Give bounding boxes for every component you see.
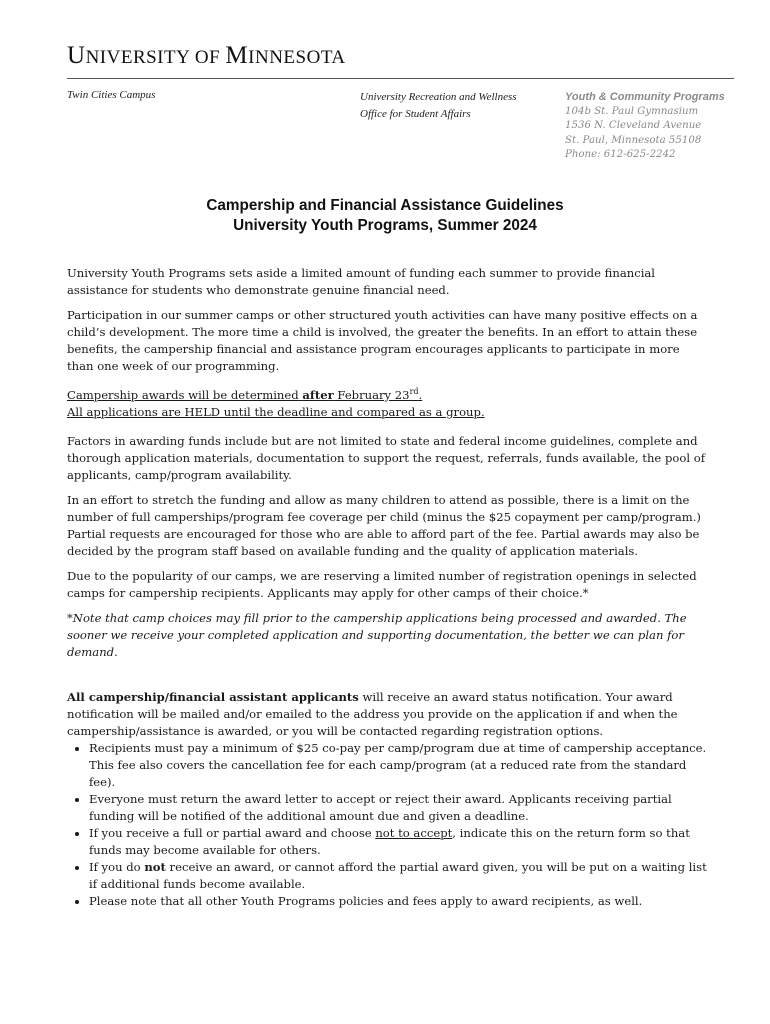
paragraph: Due to the popularity of our camps, we are reserving a limited number of registration openings in selected camps for campership recipients. Applicants may apply for other camps of their choice.*: [67, 568, 697, 600]
paragraph: Participation in our summer camps or other structured youth activities can have many positive effects on a child’s development. The more time a child is involved, the greater the benefits. In an effort to attain these benefits, the campership financial and assistance program encourages applicants to participate in more than one week of our programming.: [67, 308, 698, 373]
address-line: 1536 N. Cleveland Avenue: [565, 120, 702, 131]
list-item: • Everyone must return the award letter to accept or reject their award. Applicants receiving partial funding will be notified of the additional amount due and given a deadline.: [89, 791, 707, 825]
university-logo: UNIVERSITY OF MINNESOTA: [67, 42, 346, 69]
deadline-paragraph: [67, 383, 707, 421]
campus-name: Twin Cities Campus: [67, 89, 156, 101]
list-item: • If you receive a full or partial award and choose not to accept, indicate this on the return form so that funds may become available for others.: [89, 825, 707, 859]
document-title: [0, 196, 770, 236]
header-rule: [67, 78, 734, 79]
title-line: Campership and Financial Assistance Guidelines: [206, 197, 564, 214]
department-block: [360, 89, 517, 123]
deadline-line: Campership awards will be determined after February 23rd.: [67, 387, 423, 402]
department-name: University Recreation and Wellness: [360, 91, 517, 103]
address-phone: Phone: 612-625-2242: [565, 149, 676, 160]
address-line: 104b St. Paul Gymnasium: [565, 105, 699, 117]
list-item: • If you do not receive an award, or cannot afford the partial award given, you will be put on a waiting list if additional funds become available.: [89, 859, 707, 893]
notification-paragraph: All campership/financial assistant applicants will receive an award status notification. Your award notification will be mailed and/or emailed to the address you provide on the application if and when the campership/assistance is awarded, or you will be contacted regarding registration options.: [67, 689, 678, 738]
document-body: [67, 265, 707, 910]
note-paragraph: *Note that camp choices may fill prior to the campership applications being processed and awarded. The sooner we receive your completed application and supporting documentation, the better we can plan for demand.: [67, 610, 687, 659]
list-item: • Recipients must pay a minimum of $25 co-pay per camp/program due at time of campership acceptance. This fee also covers the cancellation fee for each camp/program (at a reduced rate from the standard fee).: [89, 740, 707, 791]
award-bullet-list: [67, 740, 707, 910]
address-block: [565, 90, 725, 163]
address-title: Youth & Community Programs: [565, 91, 725, 103]
held-line: All applications are HELD until the deadline and compared as a group.: [67, 404, 485, 419]
address-line: St. Paul, Minnesota 55108: [565, 134, 702, 146]
paragraph: University Youth Programs sets aside a limited amount of funding each summer to provide financial assistance for students who demonstrate genuine financial need.: [67, 266, 656, 297]
subtitle-line: University Youth Programs, Summer 2024: [233, 217, 537, 234]
office-name: Office for Student Affairs: [360, 108, 471, 120]
paragraph: Factors in awarding funds include but are not limited to state and federal income guidelines, complete and thorough application materials, documentation to support the request, referrals, funds available, the pool of applicants, camp/program availability.: [67, 433, 706, 482]
paragraph: In an effort to stretch the funding and allow as many children to attend as possible, there is a limit on the number of full camperships/program fee coverage per child (minus the $25 copayment per camp/program.) Partial requests are encouraged for those who are able to afford part of the fee. Partial awards may also be decided by the program staff based on available funding and the quality of application materials.: [67, 492, 701, 558]
list-item: • Please note that all other Youth Programs policies and fees apply to award recipients, as well.: [89, 893, 707, 910]
